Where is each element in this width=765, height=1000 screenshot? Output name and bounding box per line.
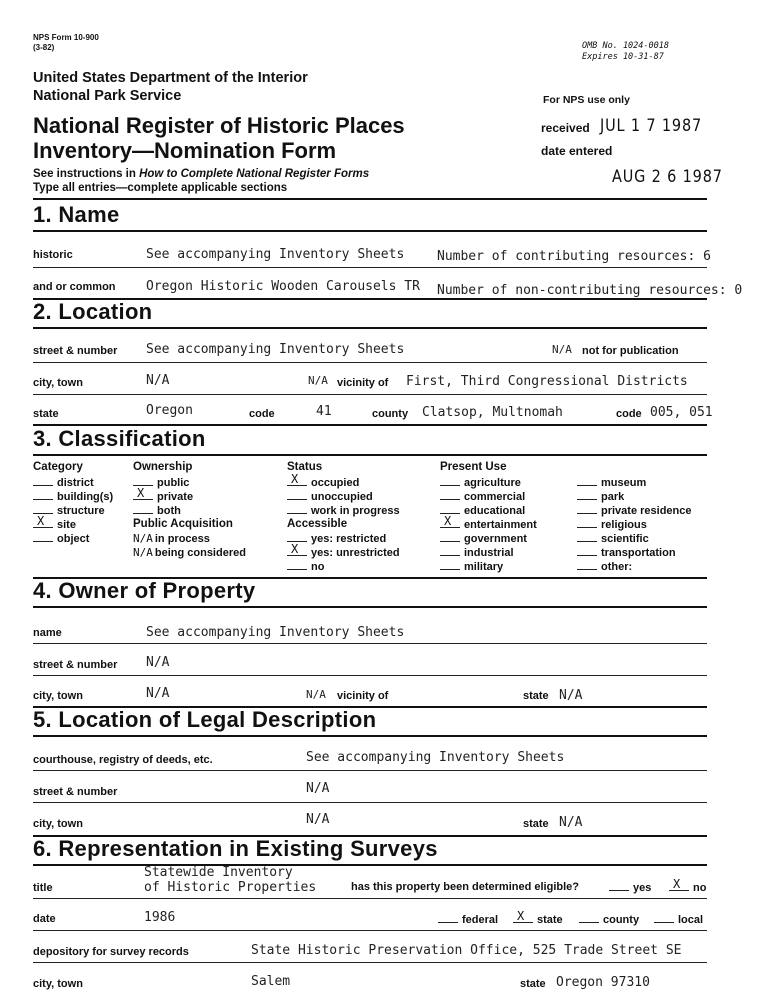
use-scientific[interactable]: scientific bbox=[577, 532, 649, 545]
legal-state-label: state bbox=[523, 818, 549, 830]
county-code-value: 005, 051 bbox=[650, 405, 713, 420]
historic-label: historic bbox=[33, 249, 73, 261]
survey-state-label: state bbox=[520, 978, 546, 990]
legal-city-value: N/A bbox=[306, 812, 330, 827]
omb-number: OMB No. 1024-0018 bbox=[582, 41, 669, 51]
legal-city-label: city, town bbox=[33, 818, 83, 830]
common-name-value: Oregon Historic Wooden Carousels TR bbox=[146, 279, 420, 294]
acquisition-in-process[interactable]: N/A in process bbox=[133, 532, 210, 545]
owner-street-value: N/A bbox=[146, 655, 170, 670]
vicinity-mark: N/A bbox=[308, 374, 328, 387]
use-religious[interactable]: religious bbox=[577, 518, 647, 531]
eligible-yes[interactable]: yes bbox=[609, 881, 651, 894]
non-contributing-resources-note: Number of non-contributing resources: 0 bbox=[437, 283, 743, 298]
instructions-line-1: See instructions in How to Complete National Register Forms bbox=[33, 168, 370, 180]
owner-city-value: N/A bbox=[146, 686, 170, 701]
owner-state-label: state bbox=[523, 690, 549, 702]
accessible-restricted[interactable]: yes: restricted bbox=[287, 532, 386, 545]
not-for-publication-label: not for publication bbox=[582, 345, 679, 357]
owner-city-label: city, town bbox=[33, 690, 83, 702]
ownership-public[interactable]: public bbox=[133, 476, 189, 489]
survey-date-value: 1986 bbox=[144, 910, 176, 925]
use-agriculture[interactable]: agriculture bbox=[440, 476, 521, 489]
accessible-no[interactable]: no bbox=[287, 560, 324, 573]
use-military[interactable]: military bbox=[440, 560, 503, 573]
section-1-heading: 1. Name bbox=[33, 202, 120, 227]
status-occupied[interactable]: X occupied bbox=[287, 476, 359, 489]
owner-name-value: See accompanying Inventory Sheets bbox=[146, 625, 405, 640]
survey-level-local[interactable]: local bbox=[654, 913, 703, 926]
owner-name-label: name bbox=[33, 627, 62, 639]
ownership-heading: Ownership bbox=[133, 461, 193, 473]
date-entered-stamp: AUG 2 6 1987 bbox=[612, 167, 723, 187]
form-number: NPS Form 10-900 bbox=[33, 33, 99, 42]
use-transportation[interactable]: transportation bbox=[577, 546, 676, 559]
survey-level-county[interactable]: county bbox=[579, 913, 639, 926]
use-other[interactable]: other: bbox=[577, 560, 632, 573]
use-government[interactable]: government bbox=[440, 532, 527, 545]
unrestricted-check-mark: X bbox=[291, 542, 299, 556]
legal-state-value: N/A bbox=[559, 815, 583, 830]
for-nps-use: For NPS use only bbox=[543, 94, 630, 106]
survey-title-line-2: of Historic Properties bbox=[144, 880, 317, 895]
section-4-heading: 4. Owner of Property bbox=[33, 578, 256, 603]
owner-state-value: N/A bbox=[559, 688, 583, 703]
category-heading: Category bbox=[33, 461, 83, 473]
category-site[interactable]: X site bbox=[33, 518, 76, 531]
courthouse-label: courthouse, registry of deeds, etc. bbox=[33, 754, 213, 766]
survey-level-federal[interactable]: federal bbox=[438, 913, 498, 926]
survey-city-label: city, town bbox=[33, 978, 83, 990]
use-park[interactable]: park bbox=[577, 490, 624, 503]
vicinity-label: vicinity of bbox=[337, 377, 389, 389]
congressional-districts-value: First, Third Congressional Districts bbox=[406, 374, 688, 389]
courthouse-value: See accompanying Inventory Sheets bbox=[306, 750, 565, 765]
eligible-no-check-mark: X bbox=[673, 877, 681, 891]
public-acquisition-heading: Public Acquisition bbox=[133, 518, 233, 530]
survey-title-label: title bbox=[33, 882, 53, 894]
occupied-check-mark: X bbox=[291, 472, 299, 486]
location-street-value: See accompanying Inventory Sheets bbox=[146, 342, 405, 357]
use-entertainment[interactable]: X entertainment bbox=[440, 518, 537, 531]
status-work-in-progress[interactable]: work in progress bbox=[287, 504, 400, 517]
use-museum[interactable]: museum bbox=[577, 476, 646, 489]
service-name: National Park Service bbox=[33, 88, 182, 104]
location-city-label: city, town bbox=[33, 377, 83, 389]
accessible-heading: Accessible bbox=[287, 518, 348, 530]
survey-title-line-1: Statewide Inventory bbox=[144, 865, 293, 880]
department-name: United States Department of the Interior bbox=[33, 70, 308, 86]
expires-date: Expires 10-31-87 bbox=[582, 52, 664, 62]
common-name-label: and or common bbox=[33, 281, 116, 293]
category-district[interactable]: district bbox=[33, 476, 94, 489]
state-code-label: code bbox=[249, 408, 275, 420]
county-value: Clatsop, Multnomah bbox=[422, 405, 563, 420]
present-use-heading: Present Use bbox=[440, 461, 507, 473]
location-state-value: Oregon bbox=[146, 403, 193, 418]
state-code-value: 41 bbox=[316, 404, 332, 419]
eligible-no[interactable]: X no bbox=[669, 881, 706, 894]
site-check-mark: X bbox=[37, 514, 45, 528]
date-entered-label: date entered bbox=[541, 144, 613, 158]
owner-vicinity-label: vicinity of bbox=[337, 690, 389, 702]
form-revision: (3-82) bbox=[33, 43, 55, 52]
ownership-private[interactable]: X private bbox=[133, 490, 193, 503]
category-object[interactable]: object bbox=[33, 532, 89, 545]
use-commercial[interactable]: commercial bbox=[440, 490, 525, 503]
section-3-heading: 3. Classification bbox=[33, 426, 206, 451]
use-educational[interactable]: educational bbox=[440, 504, 525, 517]
status-unoccupied[interactable]: unoccupied bbox=[287, 490, 373, 503]
location-street-label: street & number bbox=[33, 345, 118, 357]
form-title-1: National Register of Historic Places bbox=[33, 113, 405, 138]
accessible-unrestricted[interactable]: X yes: unrestricted bbox=[287, 546, 400, 559]
county-code-label: code bbox=[616, 408, 642, 420]
survey-level-state[interactable]: X state bbox=[513, 913, 563, 926]
status-heading: Status bbox=[287, 461, 323, 473]
section-2-heading: 2. Location bbox=[33, 299, 153, 324]
legal-street-value: N/A bbox=[306, 781, 330, 796]
depository-value: State Historic Preservation Office, 525 Trade Street SE bbox=[251, 943, 682, 958]
survey-date-label: date bbox=[33, 913, 56, 925]
received-stamp: JUL 1 7 1987 bbox=[600, 116, 703, 136]
survey-city-value: Salem bbox=[251, 974, 291, 989]
not-for-publication-mark: N/A bbox=[552, 343, 572, 356]
location-state-label: state bbox=[33, 408, 59, 420]
received-label: received bbox=[541, 121, 590, 135]
section-5-heading: 5. Location of Legal Description bbox=[33, 707, 377, 732]
location-city-value: N/A bbox=[146, 373, 170, 388]
survey-state-value: Oregon 97310 bbox=[556, 975, 650, 990]
use-industrial[interactable]: industrial bbox=[440, 546, 514, 559]
eligibility-question: has this property been determined eligible? bbox=[351, 881, 579, 893]
owner-street-label: street & number bbox=[33, 659, 118, 671]
historic-value: See accompanying Inventory Sheets bbox=[146, 247, 405, 262]
private-check-mark: X bbox=[137, 486, 145, 500]
category-structure[interactable]: structure bbox=[33, 504, 105, 517]
category-buildings[interactable]: building(s) bbox=[33, 490, 113, 503]
entertainment-check-mark: X bbox=[444, 514, 452, 528]
section-6-heading: 6. Representation in Existing Surveys bbox=[33, 836, 438, 861]
acquisition-being-considered[interactable]: N/A being considered bbox=[133, 546, 246, 559]
use-private-residence[interactable]: private residence bbox=[577, 504, 692, 517]
instructions-line-2: Type all entries—complete applicable sections bbox=[33, 182, 288, 194]
legal-street-label: street & number bbox=[33, 786, 118, 798]
form-title-2: Inventory—Nomination Form bbox=[33, 138, 337, 163]
state-level-check-mark: X bbox=[517, 909, 525, 923]
depository-label: depository for survey records bbox=[33, 946, 189, 958]
ownership-both[interactable]: both bbox=[133, 504, 181, 517]
contributing-resources-note: Number of contributing resources: 6 bbox=[437, 249, 711, 264]
county-label: county bbox=[372, 408, 409, 420]
owner-vicinity-mark: N/A bbox=[306, 688, 326, 701]
